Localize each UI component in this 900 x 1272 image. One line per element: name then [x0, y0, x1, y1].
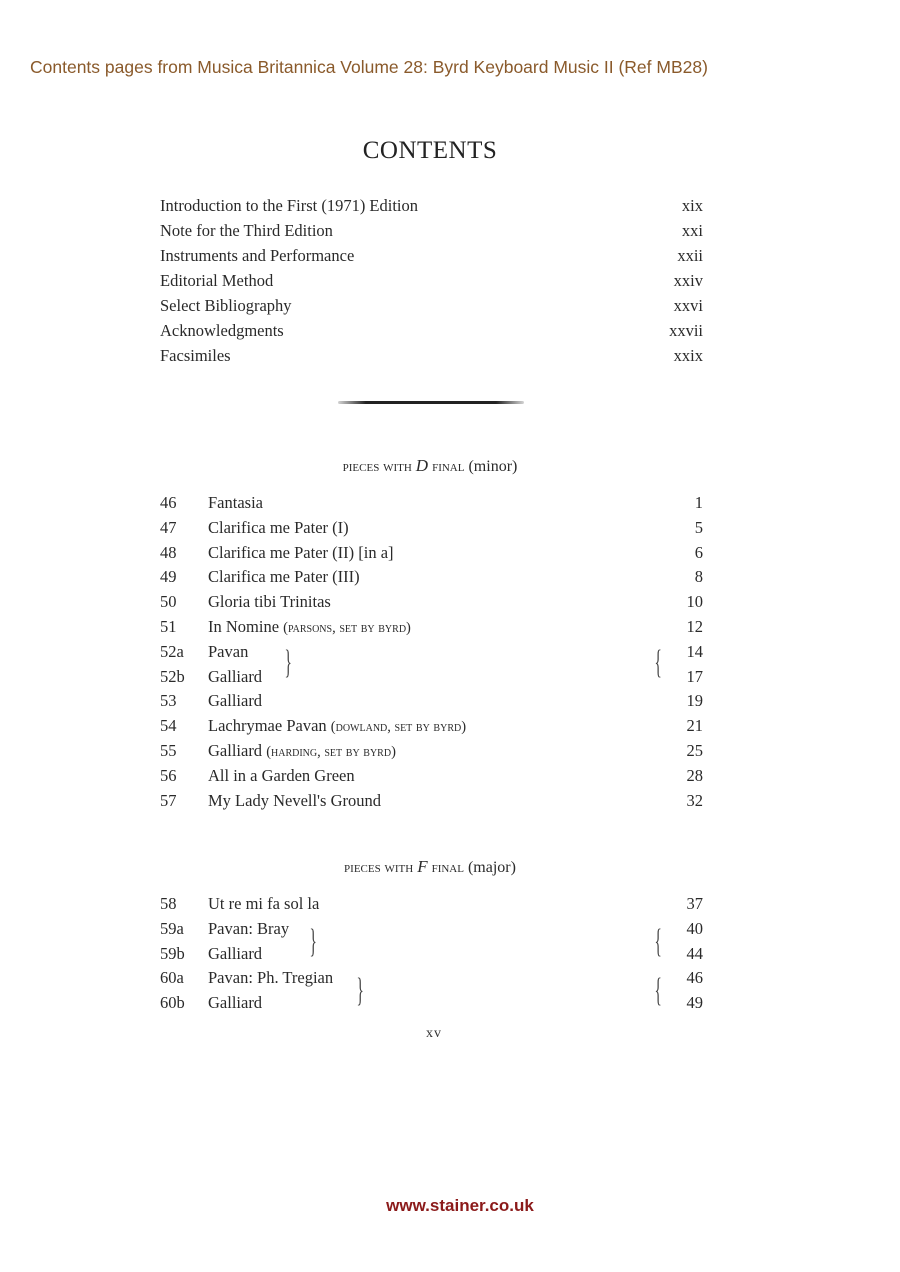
right-brace-mark: }	[284, 644, 292, 681]
front-matter-page: xxii	[677, 246, 703, 265]
list-item	[160, 966, 703, 991]
front-matter-label: Editorial Method	[160, 271, 274, 290]
list-item	[160, 615, 703, 640]
list-item	[160, 590, 703, 615]
right-brace-mark: }	[356, 972, 364, 1009]
entry-title-text: Galliard	[208, 740, 263, 760]
front-matter-label: Select Bibliography	[160, 296, 292, 315]
front-matter-item	[160, 243, 703, 268]
section-divider-rule	[338, 401, 524, 404]
entry-page: 5	[694, 517, 703, 537]
list-item	[160, 640, 703, 665]
entry-title: Galliard	[208, 943, 263, 963]
list-item	[160, 541, 703, 566]
section-d-list	[160, 491, 703, 813]
entry-page: 37	[686, 894, 703, 913]
front-matter-label: Instruments and Performance	[160, 246, 355, 265]
heading-letter: F	[417, 857, 428, 876]
entry-page: 49	[686, 993, 703, 1013]
entry-number: 58	[160, 894, 177, 913]
entry-number: 48	[160, 542, 177, 562]
heading-mode: (major)	[467, 859, 516, 876]
entry-number: 49	[160, 567, 177, 587]
entry-page: 46	[686, 968, 703, 988]
entry-page: 14	[686, 641, 703, 661]
list-item	[160, 789, 703, 814]
heading-post: final	[431, 860, 464, 876]
front-matter-list	[160, 193, 703, 368]
list-item	[160, 739, 703, 764]
entry-note: (harding, set by byrd)	[266, 743, 396, 760]
entry-page: 44	[686, 943, 703, 963]
list-item	[160, 764, 703, 789]
front-matter-page: xxix	[673, 346, 703, 365]
list-item	[160, 689, 703, 714]
list-item	[160, 491, 703, 516]
front-matter-label: Introduction to the First (1971) Edition	[160, 196, 419, 215]
front-matter-label: Note for the Third Edition	[160, 221, 333, 240]
front-matter-item	[160, 268, 703, 293]
entry-title-text: In Nomine	[208, 616, 280, 636]
heading-mode: (minor)	[468, 458, 518, 475]
entry-page: 28	[686, 765, 703, 785]
front-matter-item	[160, 318, 703, 343]
entry-title: Galliard	[208, 666, 263, 686]
entry-title: Pavan: Bray	[208, 918, 290, 938]
entry-number: 50	[160, 592, 177, 612]
entry-number: 53	[160, 691, 177, 711]
entry-title: My Lady Nevell's Ground	[208, 790, 381, 810]
heading-pre: pieces with	[344, 860, 414, 876]
heading-post: final	[432, 459, 465, 475]
entry-title: Pavan	[208, 641, 249, 661]
entry-title	[208, 714, 466, 740]
left-brace-mark: {	[654, 923, 662, 960]
section-heading-f-final	[0, 857, 860, 877]
entry-number: 56	[160, 765, 177, 785]
section-f-list	[160, 892, 703, 1016]
entry-number: 52a	[160, 641, 184, 661]
front-matter-page: xix	[681, 196, 703, 215]
front-matter-item	[160, 293, 703, 318]
front-matter-label: Acknowledgments	[160, 321, 284, 340]
entry-number: 54	[160, 716, 177, 736]
front-matter-page: xxvii	[669, 321, 703, 340]
entry-title: Fantasia	[208, 493, 263, 512]
entry-note: (parsons, set by byrd)	[283, 619, 411, 636]
list-item	[160, 942, 703, 967]
entry-title: Pavan: Ph. Tregian	[208, 968, 334, 988]
page-title: CONTENTS	[362, 137, 498, 164]
list-item	[160, 714, 703, 739]
list-item	[160, 565, 703, 590]
entry-page: 19	[686, 691, 703, 711]
entry-page: 17	[686, 666, 703, 686]
entry-title	[208, 615, 411, 641]
left-brace-mark: {	[654, 972, 662, 1009]
entry-title: Galliard	[208, 691, 263, 711]
entry-title-text: Lachrymae Pavan	[208, 716, 327, 736]
entry-page: 1	[694, 493, 703, 512]
entry-number: 51	[160, 616, 177, 636]
entry-title: Clarifica me Pater (III)	[208, 567, 360, 587]
entry-title: Galliard	[208, 993, 263, 1013]
front-matter-label: Facsimiles	[160, 346, 231, 365]
entry-page: 12	[686, 616, 703, 636]
heading-pre: pieces with	[342, 459, 412, 475]
entry-number: 57	[160, 790, 177, 810]
entry-number: 46	[160, 493, 177, 512]
entry-title: Clarifica me Pater (I)	[208, 517, 349, 537]
entry-number: 47	[160, 517, 177, 537]
entry-number: 60b	[160, 993, 185, 1013]
header-note: Contents pages from Musica Britannica Volume 28: Byrd Keyboard Music II (Ref MB28)	[30, 57, 708, 77]
front-matter-page: xxvi	[673, 296, 703, 315]
entry-number: 55	[160, 740, 177, 760]
heading-letter: D	[415, 456, 429, 475]
list-item	[160, 892, 703, 917]
entry-note: (dowland, set by byrd)	[330, 719, 467, 736]
entry-title	[208, 739, 396, 765]
page-folio: xv	[426, 1026, 442, 1041]
entry-page: 6	[694, 542, 703, 562]
front-matter-item	[160, 218, 703, 243]
list-item	[160, 991, 703, 1016]
front-matter-page: xxi	[681, 221, 703, 240]
entry-page: 25	[686, 740, 703, 760]
entry-number: 60a	[160, 968, 184, 988]
entry-number: 52b	[160, 666, 185, 686]
entry-title: All in a Garden Green	[208, 765, 355, 785]
section-heading-d-final	[0, 456, 860, 476]
list-item	[160, 917, 703, 942]
footer-link[interactable]: www.stainer.co.uk	[386, 1196, 534, 1215]
front-matter-item	[160, 343, 703, 368]
entry-number: 59b	[160, 943, 185, 963]
left-brace-mark: {	[654, 644, 662, 681]
front-matter-page: xxiv	[673, 271, 703, 290]
entry-title: Gloria tibi Trinitas	[208, 592, 331, 612]
entry-page: 10	[686, 592, 703, 612]
entry-number: 59a	[160, 918, 184, 938]
entry-title: Ut re mi fa sol la	[208, 894, 320, 913]
list-item	[160, 665, 703, 690]
entry-page: 21	[686, 716, 703, 736]
right-brace-mark: }	[309, 923, 317, 960]
front-matter-item	[160, 193, 703, 218]
entry-page: 8	[694, 567, 703, 587]
entry-page: 40	[686, 918, 703, 938]
list-item	[160, 516, 703, 541]
entry-page: 32	[686, 790, 703, 810]
entry-title: Clarifica me Pater (II) [in a]	[208, 542, 394, 562]
